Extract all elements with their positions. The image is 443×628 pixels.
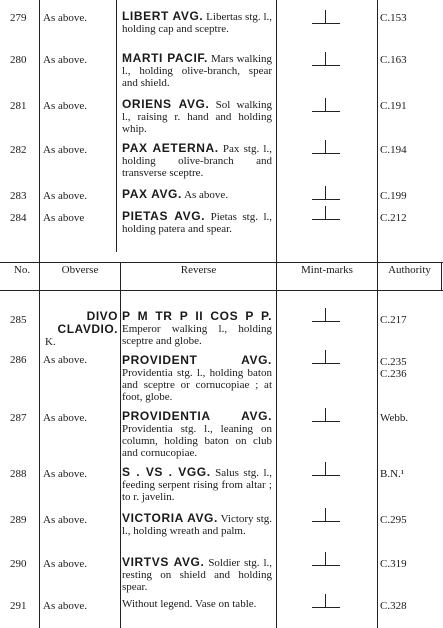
- row-number: 283: [10, 190, 27, 202]
- mint-mark-symbol: [312, 98, 340, 112]
- row-number: 289: [10, 514, 27, 526]
- column-rule-1: [39, 0, 40, 628]
- reverse-description: As above.: [184, 189, 229, 201]
- reverse-text: [122, 98, 272, 135]
- reverse-legend: PROVIDENTIA AVG.: [122, 409, 272, 423]
- authority-ref: B.N.¹: [380, 468, 405, 480]
- mint-mark-symbol: [312, 308, 340, 322]
- reverse-text: [122, 556, 272, 593]
- reverse-text: [122, 52, 272, 89]
- authority-ref: C.191: [380, 100, 407, 112]
- authority-ref: C.328: [380, 600, 407, 612]
- reverse-legend: PAX AVG.: [122, 187, 182, 201]
- column-rule-5: [441, 262, 442, 290]
- reverse-description: Providentia stg. l., holding baton and sceptre or cornucopiae ; at foot, globe.: [122, 367, 272, 403]
- reverse-text: [122, 466, 272, 503]
- reverse-description: Soldier stg. l., resting on shield and holding spear.: [122, 557, 273, 593]
- authority-ref: C.212: [380, 212, 407, 224]
- authority-ref: Webb.: [380, 412, 409, 424]
- header-authority: Authority: [388, 264, 431, 276]
- column-rule-2: [120, 262, 121, 628]
- authority-ref: C.153: [380, 12, 407, 24]
- obverse-text: As above.: [43, 354, 87, 366]
- row-number: 285: [10, 314, 27, 326]
- reverse-text: [122, 10, 272, 35]
- mint-mark-symbol: [312, 594, 340, 608]
- obverse-extra: K.: [45, 336, 56, 348]
- column-rule-3: [276, 0, 277, 628]
- row-number: 284: [10, 212, 27, 224]
- reverse-text: [122, 512, 272, 537]
- header-rule-bottom: [0, 290, 443, 291]
- obverse-text: As above: [43, 212, 85, 224]
- reverse-legend: PAX AETERNA.: [122, 141, 219, 155]
- reverse-description: Providentia stg. l., leaning on column, holding baton on club and cornucopiae.: [122, 423, 272, 459]
- reverse-legend: VICTORIA AVG.: [122, 511, 218, 525]
- obverse-text: As above.: [43, 12, 87, 24]
- reverse-description: Victory stg. l., holding wreath and palm.: [122, 513, 273, 537]
- authority-ref: C.163: [380, 54, 407, 66]
- obverse-text: As above.: [43, 600, 87, 612]
- obverse-text: As above.: [43, 514, 87, 526]
- row-number: 291: [10, 600, 27, 612]
- obverse-text: As above.: [43, 468, 87, 480]
- row-number: 288: [10, 468, 27, 480]
- mint-mark-symbol: [312, 462, 340, 476]
- obverse-text: As above.: [43, 190, 87, 202]
- row-number: 287: [10, 412, 27, 424]
- mint-mark-symbol: [312, 508, 340, 522]
- header-no: No.: [13, 264, 31, 276]
- reverse-description: Emperor walking l., holding sceptre and globe.: [122, 323, 272, 347]
- reverse-text: [122, 410, 272, 459]
- row-number: 286: [10, 354, 27, 366]
- row-number: 280: [10, 54, 27, 66]
- reverse-legend: MARTI PACIF.: [122, 51, 208, 65]
- reverse-description: Without legend. Vase on table.: [122, 598, 257, 610]
- reverse-text: [122, 598, 272, 610]
- reverse-legend: ORIENS AVG.: [122, 97, 210, 111]
- header-rule-top: [0, 262, 443, 263]
- mint-mark-symbol: [312, 186, 340, 200]
- obverse-text: As above.: [43, 54, 87, 66]
- reverse-legend: PIETAS AVG.: [122, 209, 206, 223]
- obverse-text: As above.: [43, 144, 87, 156]
- reverse-description: Pax stg. l., holding olive-branch and transverse sceptre.: [122, 143, 272, 179]
- reverse-text: [122, 210, 272, 235]
- header-reverse: Reverse: [180, 264, 217, 276]
- mint-mark-symbol: [312, 408, 340, 422]
- authority-ref: C.235: [380, 356, 407, 368]
- reverse-text: [122, 142, 272, 179]
- obverse-text: As above.: [43, 100, 87, 112]
- authority-ref: C.319: [380, 558, 407, 570]
- header-mint-marks: Mint-marks: [301, 264, 353, 276]
- column-rule-4: [377, 0, 378, 628]
- obverse-text: As above.: [43, 412, 87, 424]
- row-number: 290: [10, 558, 27, 570]
- reverse-legend: PROVIDENT AVG.: [122, 353, 272, 367]
- authority-ref: C.199: [380, 190, 407, 202]
- reverse-description: Sol walking l., raising r. hand and holding whip.: [122, 99, 272, 135]
- authority-ref: C.295: [380, 514, 407, 526]
- row-number: 281: [10, 100, 27, 112]
- reverse-text: [122, 188, 272, 201]
- mint-mark-symbol: [312, 10, 340, 24]
- mint-mark-symbol: [312, 552, 340, 566]
- mint-mark-symbol: [312, 140, 340, 154]
- obverse-legend: DIVO CLAVDIO.: [57, 309, 118, 336]
- mint-mark-symbol: [312, 52, 340, 66]
- reverse-legend: LIBERT AVG.: [122, 9, 204, 23]
- reverse-text: [122, 310, 272, 347]
- authority-ref: C.217: [380, 314, 407, 326]
- mint-mark-symbol: [312, 206, 340, 220]
- reverse-legend: P M TR P II COS P P.: [122, 309, 272, 323]
- reverse-text: [122, 354, 272, 403]
- reverse-legend: VIRTVS AVG.: [122, 555, 205, 569]
- obverse-text: As above.: [43, 558, 87, 570]
- row-number: 282: [10, 144, 27, 156]
- reverse-description: Libertas stg. l., holding cap and sceptre.: [122, 11, 272, 35]
- row-number: 279: [10, 12, 27, 24]
- authority-ref-2: C.236: [380, 368, 407, 380]
- reverse-description: Salus stg. l., feeding serpent rising from altar ; to r. javelin.: [122, 467, 273, 503]
- authority-ref: C.194: [380, 144, 407, 156]
- mint-mark-symbol: [312, 350, 340, 364]
- reverse-legend: S . VS . VGG.: [122, 465, 211, 479]
- header-obverse: Obverse: [61, 264, 99, 276]
- reverse-description: Pietas stg. l., holding patera and spear.: [122, 211, 272, 235]
- reverse-description: Mars walking l., holding olive-branch, spear and shield.: [122, 53, 273, 89]
